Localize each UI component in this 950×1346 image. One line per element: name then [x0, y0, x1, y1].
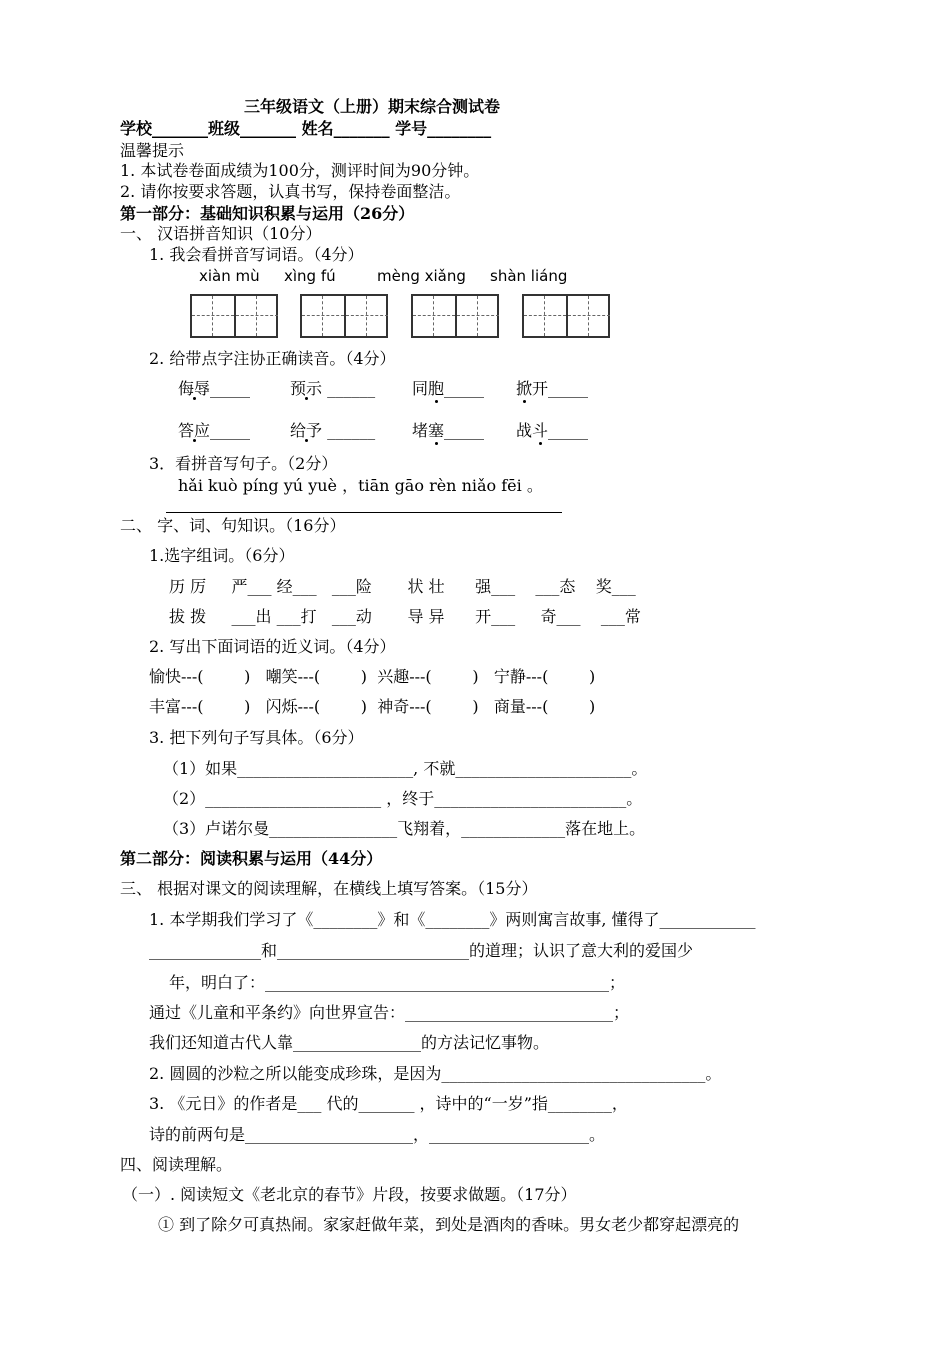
section1-heading: 一、 汉语拼音知识（10分）	[120, 224, 322, 243]
section3-heading: 三、 根据对课文的阅读理解，在横线上填写答案。（15分）	[120, 879, 538, 898]
reading-line[interactable]: 1. 本学期我们学习了《________》和《________》两则寓言故事, 懂得了____________	[149, 910, 756, 929]
sentence-item[interactable]: （1）如果______________________, 不就______________________。	[163, 759, 648, 778]
part1-heading: 第一部分：基础知识积累与运用（26分）	[120, 204, 415, 223]
pinyin-label: mèng xiǎng	[377, 267, 466, 285]
reading-paragraph: ① 到了除夕可真热闹。家家赶做年菜，到处是酒肉的香味。男女老少都穿起漂亮的	[158, 1215, 740, 1234]
reading-line[interactable]: 3. 《元日》的作者是___ 代的_______ ，诗中的“一岁”指________，	[149, 1094, 628, 1113]
writing-grid[interactable]	[411, 294, 499, 338]
q3-title: 3. 把下列句子写具体。（6分）	[149, 728, 364, 747]
student-info-line: 学校_______班级_______ 姓名_______ 学号________	[120, 119, 492, 138]
writing-grid[interactable]	[522, 294, 610, 338]
reading-line[interactable]: 年，明白了：___________________________________________；	[169, 973, 626, 992]
pronunciation-item[interactable]: 预示 ______	[290, 379, 376, 398]
reading-subheading: （一）. 阅读短文《老北京的春节》片段，按要求做题。（17分）	[122, 1185, 577, 1204]
answer-line[interactable]	[166, 512, 562, 513]
sentence-item[interactable]: （2）______________________ ，终于________________________。	[163, 789, 643, 808]
reading-line[interactable]: 诗的前两句是_____________________，____________________。	[149, 1125, 606, 1144]
reading-line[interactable]: 2. 圆圆的沙粒之所以能变成珍珠，是因为_________________________________。	[149, 1064, 722, 1083]
section4-heading: 四、阅读理解。	[120, 1155, 233, 1174]
pronunciation-item[interactable]: 同胞_____	[412, 379, 485, 398]
pinyin-label: shàn liáng	[490, 267, 568, 285]
pronunciation-item[interactable]: 堵塞_____	[412, 421, 485, 440]
notice-item: 1. 本试卷卷面成绩为100分，测评时间为90分钟。	[120, 161, 480, 180]
writing-grid[interactable]	[190, 294, 278, 338]
pinyin-label: xiàn mù	[199, 267, 260, 285]
q2-title: 2. 写出下面词语的近义词。（4分）	[149, 637, 396, 656]
word-choice-row[interactable]: 拔 拨 ___出 ___打 ___动 导 异 开___ 奇___ ___常	[169, 607, 641, 626]
q1-title: 1. 我会看拼音写词语。（4分）	[149, 245, 364, 264]
part2-heading: 第二部分：阅读积累与运用（44分）	[120, 849, 383, 868]
synonym-row[interactable]: 丰富---( ) 闪烁---( ) 神奇---( ) 商量---( )	[149, 697, 596, 716]
q3-title: 3．看拼音写句子。（2分）	[149, 454, 338, 473]
q2-title: 2. 给带点字注协正确读音。（4分）	[149, 349, 396, 368]
pronunciation-item[interactable]: 给予 ______	[290, 421, 376, 440]
notice-item: 2. 请你按要求答题，认真书写，保持卷面整洁。	[120, 182, 461, 201]
reading-line[interactable]: 我们还知道古代人靠________________的方法记忆事物。	[149, 1033, 550, 1052]
pronunciation-item[interactable]: 战斗_____	[516, 421, 589, 440]
pronunciation-item[interactable]: 侮辱_____	[178, 379, 251, 398]
q1-title: 1.选字组词。（6分）	[149, 546, 295, 565]
pinyin-label: xìng fú	[284, 267, 336, 285]
word-choice-row[interactable]: 历 厉 严___ 经___ ___险 状 壮 强___ ___态 奖___	[169, 577, 636, 596]
pronunciation-item[interactable]: 掀开_____	[516, 379, 589, 398]
pronunciation-item[interactable]: 答应_____	[178, 421, 251, 440]
sentence-item[interactable]: （3）卢诺尔曼________________飞翔着，_____________落在地上。	[163, 819, 646, 838]
synonym-row[interactable]: 愉快---( ) 嘲笑---( ) 兴趣---( ) 宁静---( )	[149, 667, 596, 686]
writing-grid[interactable]	[300, 294, 388, 338]
exam-title: 三年级语文（上册）期末综合测试卷	[244, 97, 501, 116]
pinyin-sentence: hǎi kuò píng yú yuè ，tiān gāo rèn niǎo fēi 。	[178, 476, 543, 495]
section2-heading: 二、 字、词、句知识。（16分）	[120, 516, 346, 535]
reading-line[interactable]: ______________和________________________的道理；认识了意大利的爱国少	[149, 941, 694, 960]
notice-heading: 温馨提示	[120, 141, 185, 160]
reading-line[interactable]: 通过《儿童和平条约》向世界宣告：__________________________；	[149, 1003, 630, 1022]
